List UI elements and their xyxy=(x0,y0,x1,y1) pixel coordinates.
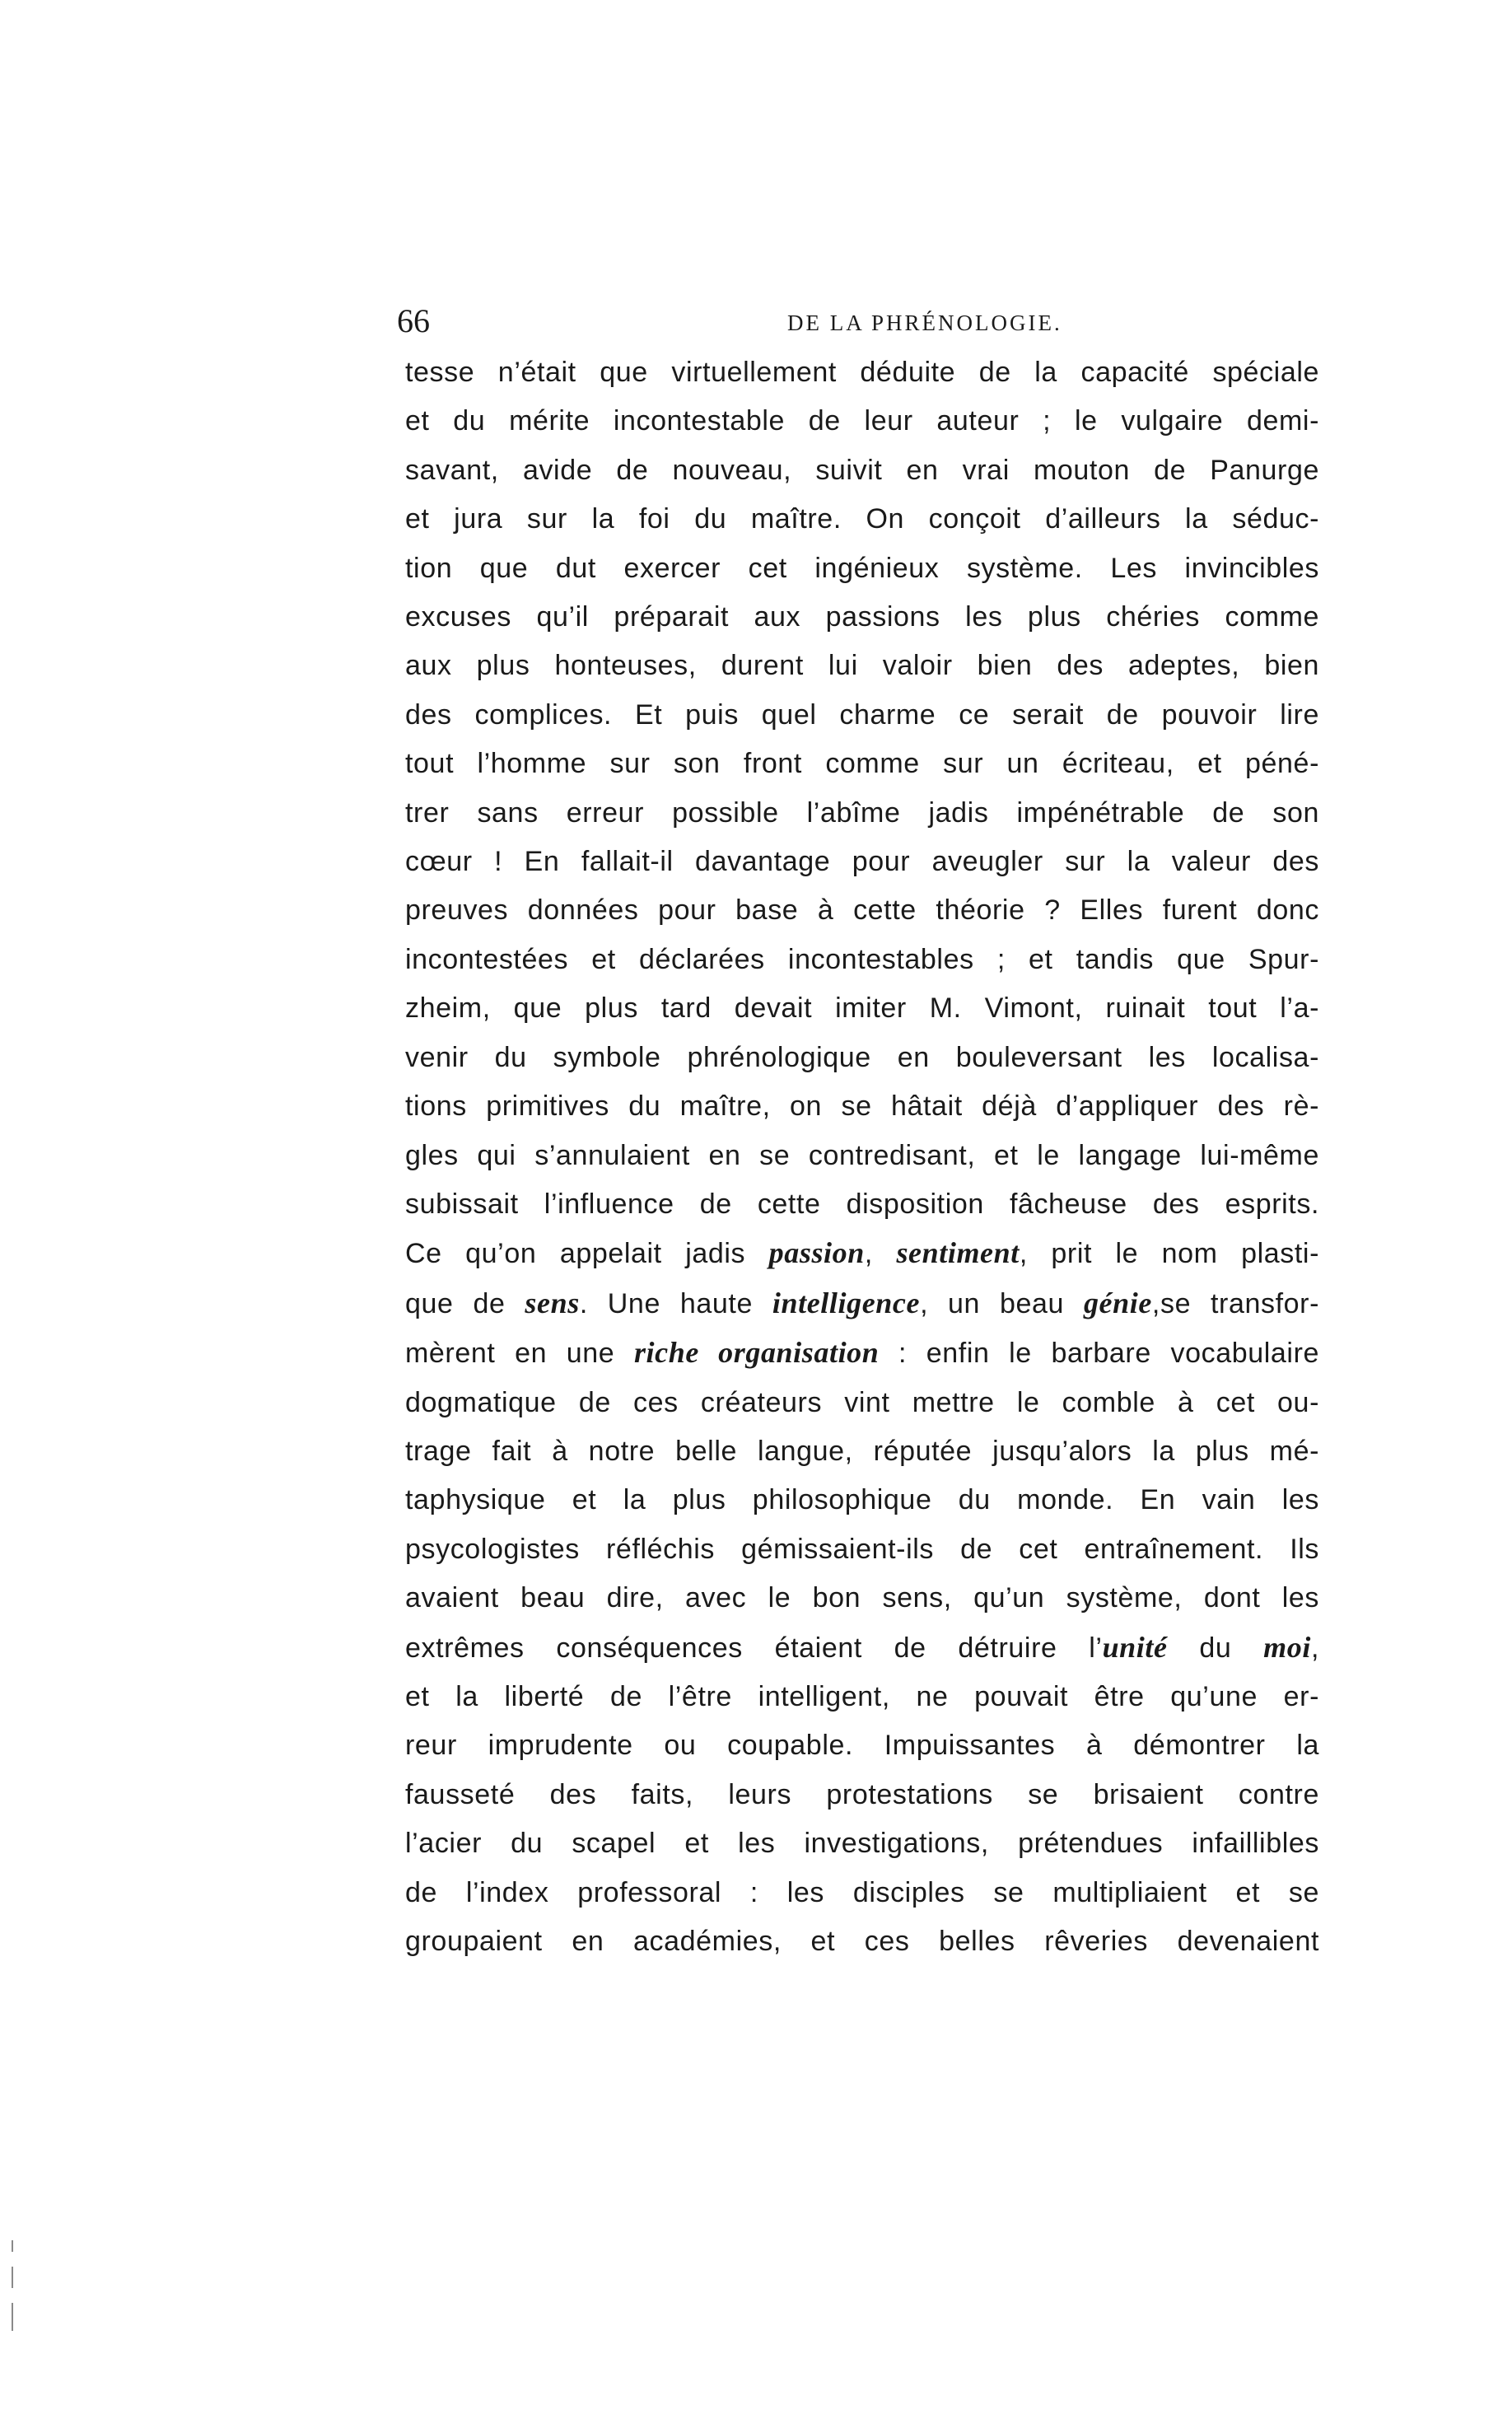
text-line: cœur ! En fallait-il davantage pour aveugler sur la valeur des xyxy=(405,846,1319,878)
text-line: des complices. Et puis quel charme ce serait de pouvoir lire xyxy=(405,698,1319,731)
scan-margin-mark xyxy=(12,2240,13,2252)
text-segment: mèrent en une xyxy=(405,1338,634,1370)
text-line: dogmatique de ces créateurs vint mettre le comble à cet ou- xyxy=(405,1386,1319,1418)
text-line: taphysique et la plus philosophique du monde. En vain les xyxy=(405,1484,1319,1516)
text-line: excuses qu’il préparait aux passions les plus chéries comme xyxy=(405,601,1319,633)
scan-margin-mark xyxy=(12,2303,13,2331)
text-line: tions primitives du maître, on se hâtait déjà d’appliquer des rè- xyxy=(405,1090,1319,1123)
italic-term-genie: génie xyxy=(1083,1286,1152,1319)
italic-term-sentiment: sentiment xyxy=(896,1236,1020,1270)
text-line: preuves données pour base à cette théorie ? Elles furent donc xyxy=(405,894,1319,927)
italic-term-sens: sens xyxy=(525,1286,580,1319)
italic-term-unite: unité xyxy=(1102,1630,1168,1664)
text-line-with-italics xyxy=(405,1623,1319,1673)
text-line: incontestées et déclarées incontestables ; et tandis que Spur- xyxy=(405,943,1319,975)
italic-term-riche-organisation: riche organisation xyxy=(633,1336,880,1370)
text-segment: du xyxy=(1167,1632,1264,1664)
text-line-with-italics xyxy=(405,1279,1319,1329)
scan-margin-mark xyxy=(12,2267,13,2288)
text-line: tout l’homme sur son front comme sur un écriteau, et péné- xyxy=(405,748,1319,780)
running-title: DE LA PHRÉNOLOGIE. xyxy=(787,311,1062,335)
italic-term-passion: passion xyxy=(768,1236,865,1270)
text-line-with-italics xyxy=(405,1229,1319,1278)
text-segment: : enfin le barbare vocabulaire xyxy=(879,1338,1319,1370)
text-line: subissait l’influence de cette disposition fâcheuse des esprits. xyxy=(405,1188,1319,1220)
text-segment: Ce qu’on appelait jadis xyxy=(405,1238,769,1270)
text-line: reur imprudente ou coupable. Impuissantes à démontrer la xyxy=(405,1730,1319,1762)
text-line: et du mérite incontestable de leur auteur ; le vulgaire demi- xyxy=(405,405,1319,437)
text-segment: ,se transfor- xyxy=(1151,1287,1319,1319)
italic-term-moi: moi xyxy=(1263,1630,1311,1664)
text-segment: , un beau xyxy=(920,1287,1084,1319)
text-line: psycologistes réfléchis gémissaient-ils de cet entraînement. Ils xyxy=(405,1533,1319,1565)
body-text xyxy=(405,348,1319,1966)
text-line: fausseté des faits, leurs protestations se brisaient contre xyxy=(405,1778,1319,1810)
text-line: groupaient en académies, et ces belles rêveries devenaient xyxy=(405,1926,1319,1957)
text-line: aux plus honteuses, durent lui valoir bien des adeptes, bien xyxy=(405,650,1319,682)
text-segment: , xyxy=(864,1238,897,1270)
text-line: tion que dut exercer cet ingénieux système. Les invincibles xyxy=(405,552,1319,584)
text-line: avaient beau dire, avec le bon sens, qu’un système, dont les xyxy=(405,1582,1319,1614)
text-line: et la liberté de l’être intelligent, ne pouvait être qu’une er- xyxy=(405,1680,1319,1712)
text-line: gles qui s’annulaient en se contredisant, et le langage lui-même xyxy=(405,1139,1319,1171)
text-segment: , prit le nom plasti- xyxy=(1019,1238,1319,1270)
text-line: trer sans erreur possible l’abîme jadis impénétrable de son xyxy=(405,796,1319,829)
text-segment: extrêmes conséquences étaient de détruire l’ xyxy=(405,1632,1103,1664)
text-line: zheim, que plus tard devait imiter M. Vimont, ruinait tout l’a- xyxy=(405,992,1319,1025)
text-line: l’acier du scapel et les investigations, prétendues infaillibles xyxy=(405,1828,1319,1860)
text-line: tesse n’était que virtuellement déduite de la capacité spéciale xyxy=(405,357,1319,388)
text-line: trage fait à notre belle langue, réputée jusqu’alors la plus mé- xyxy=(405,1435,1319,1467)
text-segment: que de xyxy=(405,1287,525,1319)
text-line: de l’index professoral : les disciples se multipliaient et se xyxy=(405,1876,1319,1908)
running-head xyxy=(397,298,1319,344)
text-line-with-italics xyxy=(405,1329,1319,1378)
text-line: venir du symbole phrénologique en bouleversant les localisa- xyxy=(405,1041,1319,1073)
page-number: 66 xyxy=(397,302,430,339)
italic-term-intelligence: intelligence xyxy=(772,1286,921,1319)
text-line: et jura sur la foi du maître. On conçoit d’ailleurs la séduc- xyxy=(405,503,1319,535)
text-segment: . Une haute xyxy=(579,1287,772,1319)
text-segment: , xyxy=(1310,1632,1319,1664)
text-line: savant, avide de nouveau, suivit en vrai mouton de Panurge xyxy=(405,454,1319,486)
